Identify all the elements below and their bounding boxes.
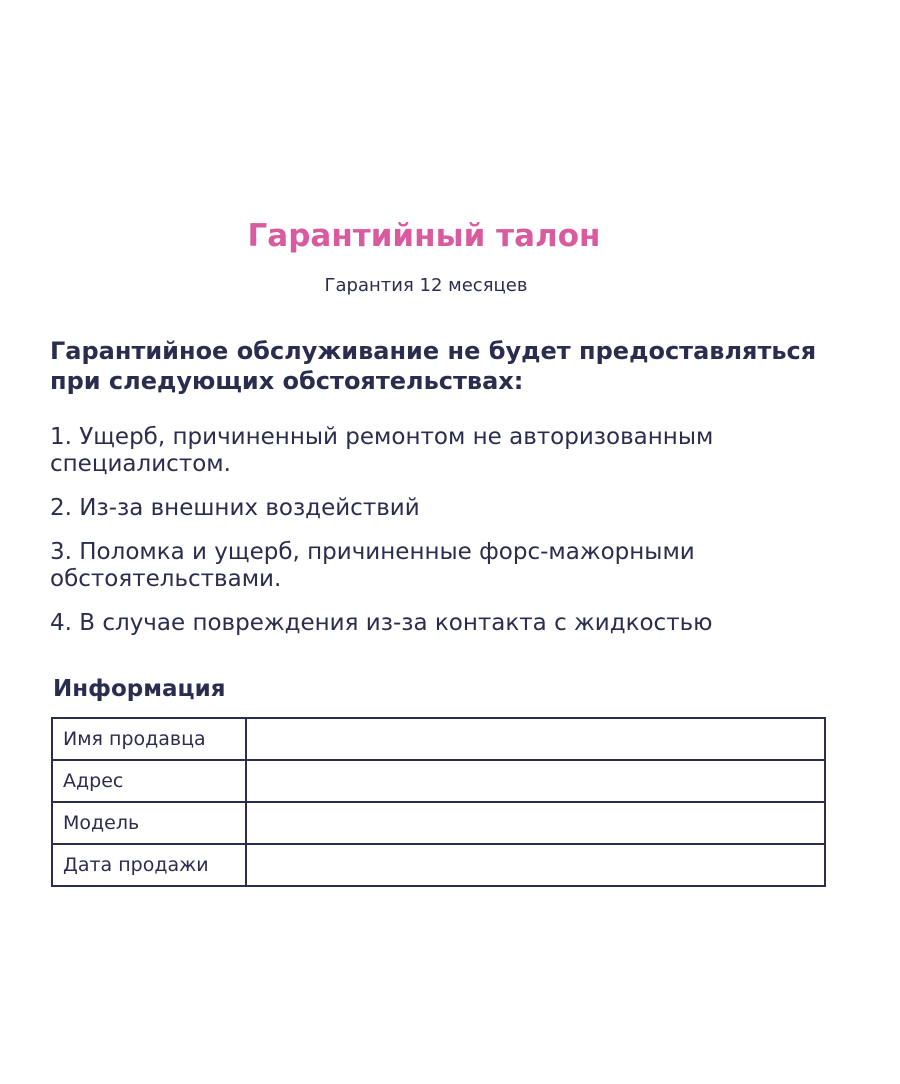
exclusions-heading: Гарантийное обслуживание не будет предоставляться при следующих обстоятельствах: <box>50 337 817 395</box>
list-item: 1. Ущерб, причиненный ремонтом не авторизованным специалистом. <box>50 424 714 477</box>
table-row <box>52 802 825 844</box>
info-table <box>51 717 826 887</box>
model-label: Модель <box>52 802 246 844</box>
table-row <box>52 844 825 886</box>
list-item: 2. Из-за внешних воздействий <box>50 495 420 521</box>
list-item: 4. В случае повреждения из-за контакта с жидкостью <box>50 610 713 636</box>
address-field[interactable] <box>246 760 825 802</box>
table-row <box>52 760 825 802</box>
table-row <box>52 718 825 760</box>
list-item: 3. Поломка и ущерб, причиненные форс-мажорными обстоятельствами. <box>50 539 695 592</box>
info-heading: Информация <box>53 676 226 702</box>
address-label: Адрес <box>52 760 246 802</box>
page-title: Гарантийный талон <box>247 218 601 254</box>
seller-name-field[interactable] <box>246 718 825 760</box>
seller-name-label: Имя продавца <box>52 718 246 760</box>
exclusions-list <box>50 424 860 654</box>
sale-date-label: Дата продажи <box>52 844 246 886</box>
sale-date-field[interactable] <box>246 844 825 886</box>
warranty-period: Гарантия 12 месяцев <box>324 275 528 296</box>
model-field[interactable] <box>246 802 825 844</box>
